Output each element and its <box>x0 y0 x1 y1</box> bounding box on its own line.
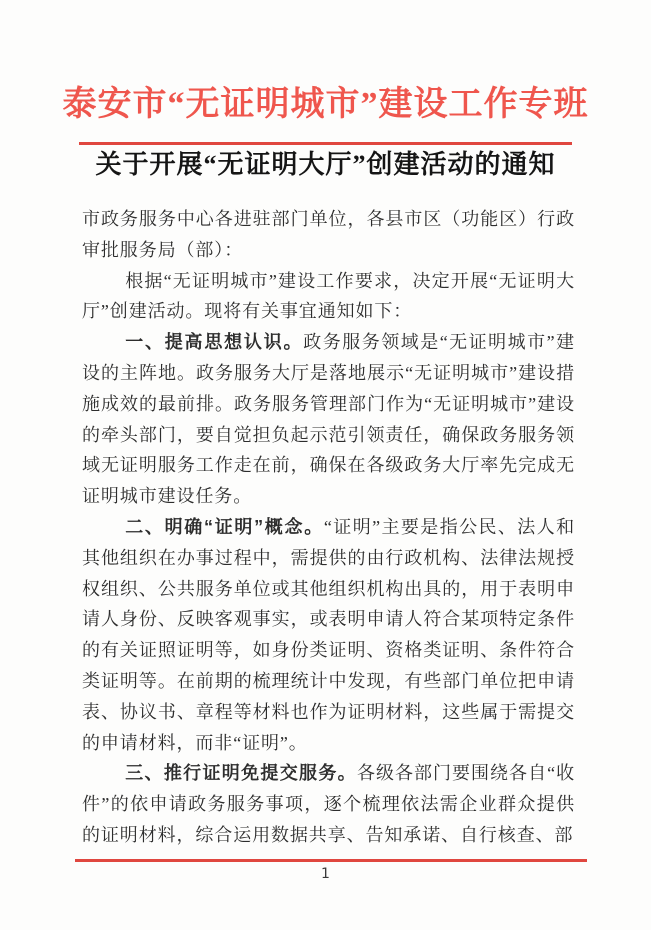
section-2-text: “证明”主要是指公民、法人和其他组织在办事过程中，需提供的由行政机构、法律法规授权组织、公共服务单位或其他组织机构出具的，用于表明申请人身份、反映客观事实，或表明申请人符合某项特定条件的有关证照证明等，如身份类证明、资格类证明、条件符合类证明等。在前期的梳理统计中发现，有些部门单位把申请表、协议书、章程等材料也作为证明材料，这些属于需提交的申请材料，而非“证明”。 <box>82 516 576 753</box>
section-3-heading: 三、推行证明免提交服务。 <box>125 763 357 784</box>
footer-divider <box>75 859 587 862</box>
page-number: 1 <box>321 866 330 882</box>
doc-body <box>82 204 575 851</box>
header-divider <box>79 142 572 145</box>
section-1-heading: 一、提高思想认识。 <box>125 332 304 353</box>
section-3-text: 各级各部门要围绕各自“收件”的依申请政务服务事项，逐个梳理依法需企业群众提供的证明材料，综合运用数据共享、告知承诺、自行核查、部 <box>82 763 575 845</box>
section-2-heading: 二、明确“证明”概念。 <box>125 516 324 537</box>
paragraph-intro <box>82 266 575 328</box>
paragraph-text: 根据“无证明城市”建设工作要求，决定开展“无证明大厅”创建活动。现将有关事宜通知如下： <box>82 270 575 322</box>
paragraph-section-3 <box>82 758 575 850</box>
salutation: 市政务服务中心各进驻部门单位，各县市区（功能区）行政审批服务局（部）： <box>82 209 575 260</box>
paragraph-section-2 <box>82 512 575 758</box>
section-1-text: 政务服务领域是“无证明城市”建设的主阵地。政务服务大厅是落地展示“无证明城市”建设措施成效的最前排。政务服务管理部门作为“无证明城市”建设的牵头部门，要自觉担负起示范引领责任，确保政务服务领域无证明服务工作走在前，确保在各级政务大厅率先完成无证明城市建设任务。 <box>82 332 575 507</box>
document-header <box>0 0 651 182</box>
paragraph-section-1 <box>82 327 575 512</box>
org-title: 泰安市“无证明城市”建设工作专班 <box>62 86 589 123</box>
doc-title: 关于开展“无证明大厅”创建活动的通知 <box>95 150 556 179</box>
